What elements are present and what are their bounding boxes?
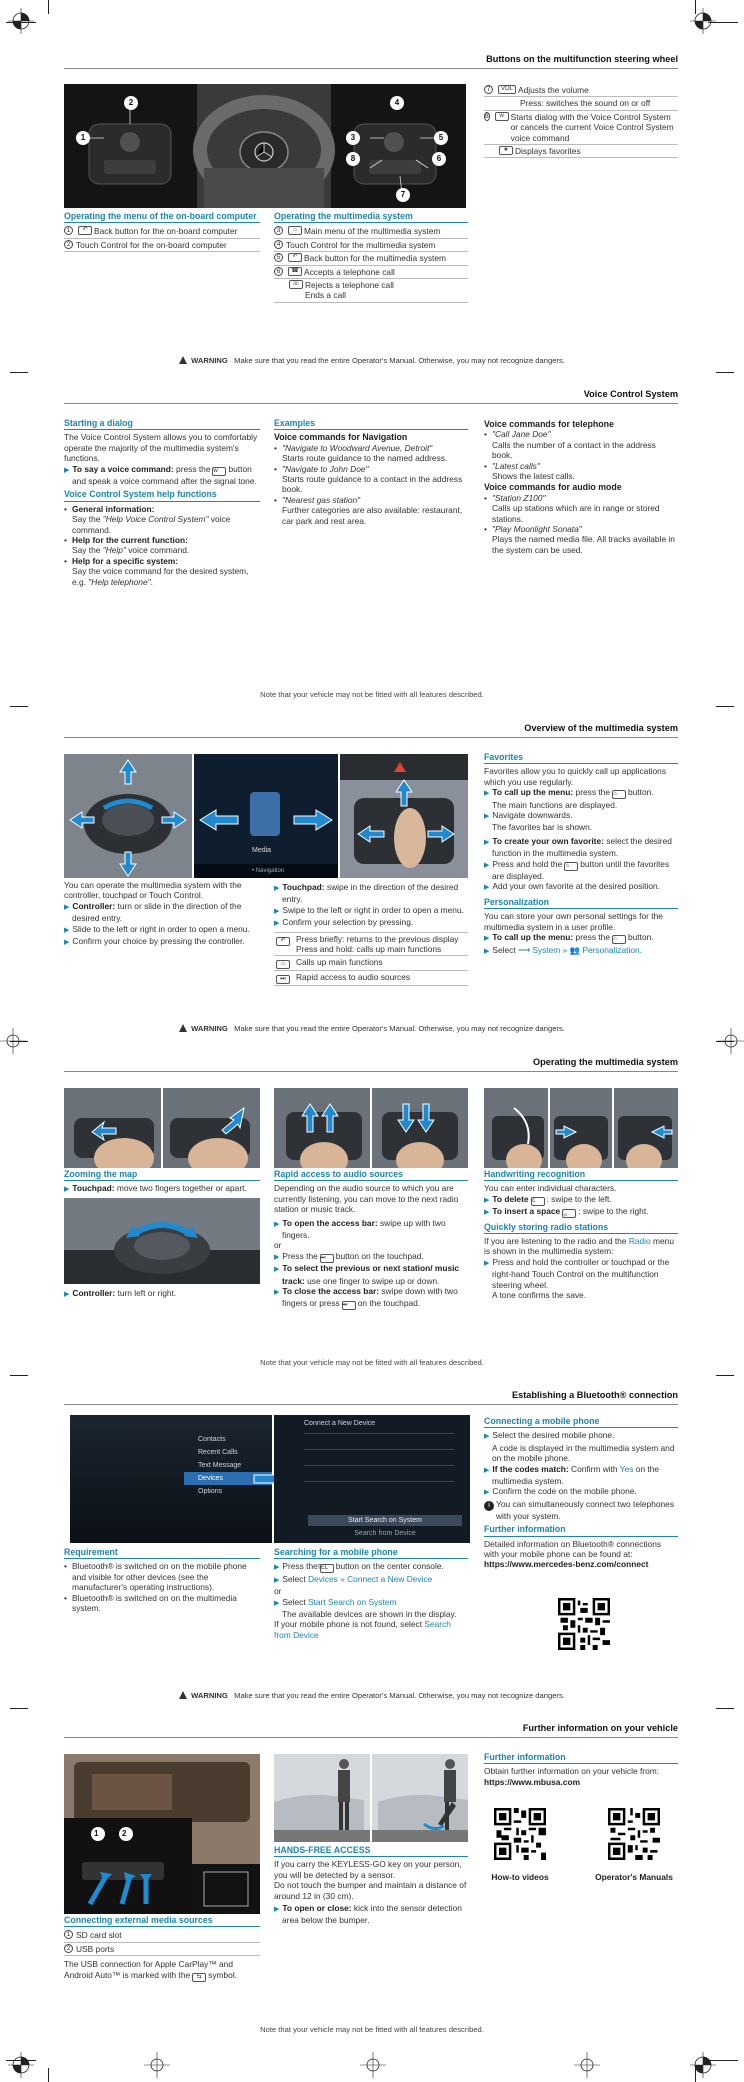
num-icon: 2 [64,240,73,249]
vol-key-icon: VOL [498,85,516,94]
callout-2: 2 [122,1829,127,1838]
menu-options[interactable]: Options [198,1488,223,1495]
registration-mark-icon [690,8,716,34]
home-key-icon: ⌂ [612,935,626,944]
searching-heading: Searching for a mobile phone [274,1547,468,1559]
rapid-heading: Rapid access to audio sources [274,1169,468,1181]
multimedia-heading: Operating the multimedia system [274,211,468,223]
controller-turn-step: ▶ Controller: turn left or right. [64,1288,177,1298]
starting-dialog-block: Starting a dialog The Voice Control System allows you to comfortably operate the majority of the multimedia system's functions. ▶ To say a voice command: press the w button and speak a voice command after the signal tone. Voice Control System help functions • General information: Say the "Help Voice Control System" voice command. • Help for the current function: Say the "Help" voice command. • Help for a specific system: Say the voice command for the desired system, e.g. "Help telephone". [64,418,260,587]
callout-2: 2 [124,96,138,110]
zoom-photo [64,1088,260,1168]
mm-item-1: Main menu of the multimedia system [304,226,441,237]
telephone-audio-block: Voice commands for telephone • "Call Jane Doe" Calls the number of a contact in the address book. • "Latest calls" Shows the latest calls. Voice commands for audio mode • "Station Z100" Calls up stations which are in range or stored stations. • "Play Moonlight Sonata" Plays the named media file. All tracks available in the system can be used. [484,418,678,555]
back-key-icon: ↶ [78,226,92,235]
menu-contacts[interactable]: Contacts [198,1436,226,1443]
warning-icon [179,1691,187,1699]
handsfree-heading: HANDS-FREE ACCESS [274,1845,468,1857]
onboard-item-1: Back button for the on-board computer [94,226,238,237]
delete-key-icon: c [531,1197,545,1206]
connecting-block: Connecting a mobile phone ▶ Select the desired mobile phone. A code is displayed in the multimedia system and on the mobile phone. ▶ If the codes match: Confirm with Yes on the multimedia system. ▶ Confirm the code on the mobile phone. i You can simultaneously connect two telephones with your system. Further information Detailed information on Bluetooth® connections with your mobile phone can be found at: https://www.mercedes-benz.com/connect [484,1416,678,1570]
onboard-item-2: Touch Control for the on-board computer [76,239,227,250]
section-title-steering: Buttons on the multifunction steering wheel [486,54,678,64]
section-title-further: Further information on your vehicle [522,1723,678,1733]
callout-6: 6 [432,152,446,166]
registration-mark-icon [8,8,34,34]
steering-right-list: 7 VOL Adjusts the volume Press: switches the sound on or off 8 w Starts dialog with the Voice Control System or cancels the current Voice Control System voice command ★ Displays favorites [484,84,678,158]
back-key-icon: ↶ [276,937,290,946]
start-search-button[interactable]: Start Search on System [308,1515,462,1526]
examples-heading: Examples [274,418,468,430]
media-sources-photo [64,1754,260,1914]
controller-photo [64,754,192,878]
section-title-voice: Voice Control System [583,389,678,399]
double-chevron-icon: » [562,944,568,955]
connect-new-device-link[interactable]: Connect a New Device [347,1573,433,1584]
requirement-heading: Requirement [64,1547,260,1559]
start-search-link[interactable]: Start Search on System [308,1596,397,1607]
help-heading: Voice Control System help functions [64,489,260,501]
mm-item-2: Touch Control for the multimedia system [286,239,436,250]
starting-dialog-heading: Starting a dialog [64,418,260,430]
section-rule [64,1737,678,1738]
multimedia-block: Operating the multimedia system 3 ⌂ Main menu of the multimedia system 4 Touch Control for the multimedia system 5 ↶ Back button for the multimedia system 6 ☎ Accepts a telephone call ☏ Rejects a telephone call Ends a call [274,211,468,303]
search-from-device-button[interactable]: Search from Device [354,1530,416,1537]
handwriting-photo [484,1088,678,1168]
mm-item-4: Accepts a telephone call [304,266,395,277]
qr-code-connect-icon [558,1598,610,1650]
registration-mark-icon [144,2052,170,2078]
section-title-bluetooth: Establishing a Bluetooth® connection [511,1390,678,1400]
note-line: Note that your vehicle may not be fitted with all features described. [260,2025,484,2034]
radio-heading: Quickly storing radio stations [484,1222,678,1234]
mm-item-3: Back button for the multimedia system [304,253,446,264]
sd-card-item: SD card slot [76,1930,122,1941]
carplay-icon: ⇆ [192,1973,206,1982]
warning-line: WARNING Make sure that you read the entire Operator's Manual. Otherwise, you may not recognize dangers. [0,1024,744,1034]
audio-commands-heading: Voice commands for audio mode [484,482,622,493]
handsfree-photo [274,1754,468,1842]
favorites-heading: Favorites [484,752,678,764]
tel-commands-heading: Voice commands for telephone [484,419,614,429]
menu-devices[interactable]: Devices [184,1472,272,1485]
callout-4: 4 [390,96,404,110]
starting-dialog-text: The Voice Control System allows you to comfortably operate the majority of the multimedia system's functions. [64,432,258,464]
home-key-icon: ⌂ [288,226,302,235]
star-key-icon: ★ [499,146,513,155]
note-line: Note that your vehicle may not be fitted with all features described. [260,1358,484,1367]
section-title-overview: Overview of the multimedia system [524,723,678,733]
onboard-computer-block [64,211,260,252]
mm-item-6: Ends a call [305,290,346,301]
controller-zoom-photo [64,1198,260,1284]
connect-device-screen [274,1415,470,1543]
registration-mark-icon [690,2052,716,2078]
phone-accept-icon: ☎ [288,267,302,276]
zoom-block: Zooming the map ▶ Touchpad: move two fingers together or apart. [64,1169,260,1196]
rapid-access-block: Rapid access to audio sources Depending on the audio source to which you are currently listening, you can move to the next radio station or music track. ▶ To open the access bar: swipe up with two fingers. or ▶ Press the ⏭ button on the touchpad. ▶ To select the previous or next station/ music track: use one finger to swipe up or down. ▶ To close the access bar: swipe down with two fingers or press ⏭ on the touchpad. [274,1169,468,1310]
menu-text-message[interactable]: Text Message [198,1462,242,1469]
warning-line: WARNING Make sure that you read the entire Operator's Manual. Otherwise, you may not recognize dangers. [0,1691,744,1701]
right-item-1: Adjusts the volume [518,85,589,95]
section-rule [64,68,678,69]
zoom-heading: Zooming the map [64,1169,260,1181]
handwriting-block: Handwriting recognition You can enter individual characters. ▶ To delete c : swipe to the left. ▶ To insert a space ␣ : swipe to the right. Quickly storing radio stations If you are listening to the radio and the Radio menu is shown in the multimedia system: ▶ Press and hold the controller or touchpad or the right-hand Touch Control on the multifunction steering wheel. A tone confirms the save. [484,1169,678,1300]
qr-code-manuals-icon [608,1808,660,1860]
menu-recent-calls[interactable]: Recent Calls [198,1449,238,1456]
right-item-3: Starts dialog with the Voice Control System or cancels the current Voice Control System voice command [510,111,674,143]
further-info-heading: Further information [484,1752,678,1764]
right-item-2: Press: switches the sound on or off [520,98,651,109]
search-from-device-link[interactable]: Search from Device [274,1619,451,1640]
section-rule [64,737,678,738]
overview-mid-text: ▶ Touchpad: swipe in the direction of the desired entry. ▶ Swipe to the left or right in order to open a menu. ▶ Confirm your selection by pressing. ↶ Press briefly: returns to the previous display Press and hold: calls up main functions ⌂ Calls up main functions ⏭ Rapid access to audio sources [274,882,468,986]
further-bt-heading: Further information [484,1524,678,1536]
callout-8: 8 [346,152,360,166]
registration-mark-icon [574,2052,600,2078]
section-rule [64,1404,678,1405]
personalization-heading: Personalization [484,897,678,909]
registration-mark-icon [360,2052,386,2078]
space-key-icon: ␣ [562,1209,576,1218]
overview-intro: You can operate the multimedia system with the controller, touchpad or Touch Control. [64,880,242,901]
arrow-icon: ⟶ [518,944,531,955]
skip-key-icon: ⏭ [320,1254,334,1263]
people-icon: 👥 [569,944,581,955]
right-item-4: Displays favorites [515,146,581,157]
home-key-icon: ⌂ [612,790,626,799]
skip-key-icon: ⏭ [276,975,290,984]
personalization-link[interactable]: Personalization. [582,944,642,955]
section-title-operating: Operating the multimedia system [533,1057,678,1067]
voice-key-icon: w [495,112,509,121]
connect-url[interactable]: https://www.mercedes-benz.com/connect [484,1559,649,1570]
warning-icon [179,356,187,364]
searching-block: Searching for a mobile phone ▶ Press theTEL button on the center console. ▶ Select Devices » Connect a New Device or ▶ Select Start Search on System The available devices are shown in the display. If your mobile phone is not found, select Search from Device [274,1547,468,1640]
callout-1: 1 [94,1829,99,1838]
mm-item-5: Rejects a telephone call [305,280,394,291]
tel-key-icon: TEL [320,1564,334,1573]
connect-screen-title: Connect a New Device [304,1420,376,1427]
media-heading: Connecting external media sources [64,1915,260,1927]
callout-7: 7 [396,188,410,202]
bluetooth-menu-screen [70,1415,272,1543]
info-icon: i [484,1501,494,1511]
skip-key-icon: ⏭ [342,1301,356,1310]
callout-5: 5 [434,131,448,145]
requirement-block: Requirement • Bluetooth® is switched on on the mobile phone and visible for other devices (see the manufacturer's operating instructions). • Bluetooth® is switched on on the multimedia system. [64,1547,260,1613]
section-rule [64,403,678,404]
phone-reject-icon: ☏ [289,280,303,289]
system-link[interactable]: System [532,944,561,955]
mbusa-url[interactable]: https://www.mbusa.com [484,1776,581,1787]
steering-wheel-photo [64,84,466,208]
qr-label-videos: How-to videos [491,1872,549,1882]
num-icon: 1 [64,226,73,235]
section-rule [64,1071,678,1072]
onboard-heading: Operating the menu of the on-board computer [64,211,260,223]
devices-link[interactable]: Devices [308,1573,338,1584]
connecting-heading: Connecting a mobile phone [484,1416,678,1428]
yes-link[interactable]: Yes [619,1463,634,1474]
callout-3: 3 [346,131,360,145]
voice-key-icon: w [212,467,226,476]
qr-label-manuals: Operator's Manuals [595,1872,673,1882]
help-list: • General information: Say the "Help Voice Control System" voice command. • Help for the current function: Say the "Help" voice command. • Help for a specific system: Say the voice command for the desired system, e.g. "Help telephone". [64,504,260,587]
home-key-icon: ⌂ [564,862,578,871]
handsfree-block: HANDS-FREE ACCESS If you carry the KEYLESS-GO key on your person, you will be detected by a sensor. Do not touch the bumper and maintain a distance of around 12 in (30 cm). ▶ To open or close: kick into the sensor detection area below the bumper. [274,1845,467,1926]
radio-link[interactable]: Radio [628,1236,651,1247]
warning-line: WARNING Make sure that you read the entire Operator's Manual. Otherwise, you may not recognize dangers. [0,356,744,366]
media-sources-block: Connecting external media sources 1 SD card slot 2 USB ports The USB connection for Apple CarPlay™ and Android Auto™ is marked with the ⇆ symbol. [64,1915,260,1982]
favorites-block: Favorites Favorites allow you to quickly call up applications which you use regularly. ▶ To call up the menu: press the ⌂ button. The main functions are displayed. ▶ Navigate downwards. The favorites bar is shown. ▶ To create your own favorite: select the desired function in the multimedia system. ▶ Press and hold the ⌂ button until the favorites are displayed. ▶ Add your own favorite at the desired position. Personalization You can store your own personal settings for the multimedia system in a user profile. ▶ To call up the menu: press the ⌂ button. ▶ Select ⟶ System » 👥 Personalization. [484,752,678,957]
handwriting-heading: Handwriting recognition [484,1169,678,1181]
home-key-icon: ⌂ [276,960,290,969]
nav-commands-heading: Voice commands for Navigation [274,432,408,443]
audio-photo [274,1088,468,1168]
screen-media-label: Media [252,847,272,854]
display-photo [194,754,338,878]
callout-1: 1 [76,131,90,145]
note-line: Note that your vehicle may not be fitted with all features described. [260,690,484,699]
warning-icon [179,1024,187,1032]
touchpad-photo [340,754,468,878]
screen-sub-label: • Navigation [252,868,285,874]
back-key-icon: ↶ [288,253,302,262]
overview-left-text: You can operate the multimedia system with the controller, touchpad or Touch Control. ▶ Controller: turn or slide in the direction of the desired entry. ▶ Slide to the left or right in order to open a menu. ▶ Confirm your choice by pressing the controller. [64,880,260,948]
usb-ports-item: USB ports [76,1943,115,1954]
qr-code-videos-icon [494,1808,546,1860]
further-info-block: Further information Obtain further information on your vehicle from: https://www.mbusa.com [484,1752,678,1787]
registration-mark-icon [8,2052,34,2078]
examples-block: Examples Voice commands for Navigation • "Navigate to Woodward Avenue, Detroit" Starts route guidance to the named address. • "Navigate to John Doe" Starts route guidance to a contact in the address book. • "Nearest gas station" Further categories are also available: restaurant, car park and rest area. [274,418,468,526]
